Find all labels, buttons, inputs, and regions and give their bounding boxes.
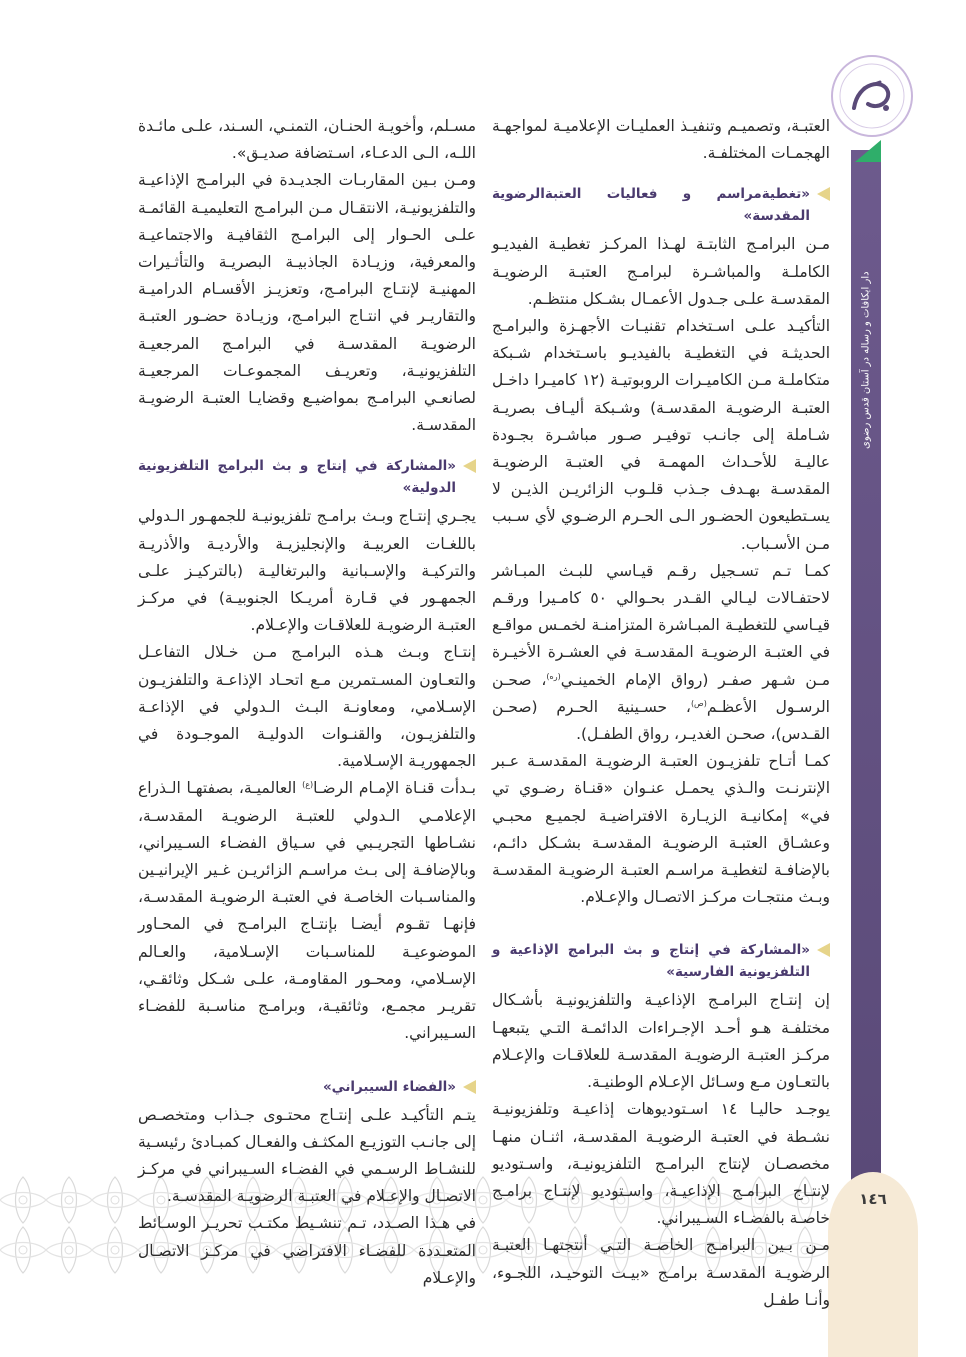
paragraph: يتـم التأكيـد علـى إنتـاج محتـوى جـذاب ومتخصـص إلى جانـب التوزيـع المكثـف والفعـال كمبـادئ رئيسـية للنشـاط الرسـمي في الفضـاء السـيبراني في مركـز الاتصـال والإعـلام في العتبـة الرضويـة المقدسـة. [138,1105,476,1206]
section-heading [492,939,830,983]
text-run: ، حسـينية الحـرم (صحـن القـدس)، صحـن الغديـر، رواق الطفـل). [492,697,830,744]
paragraph: يوجـد حاليـا ١٤ اسـتوديوهات إذاعيـة وتلفزيونيـة نشـطة في العتبـة الرضويـة المقدسـة، اثنـان منهـا مخصصـان لإنتاج البرامـج التلفزيونيـة، واسـتوديو لإنتـاج البرامـج الإذاعيـة، واسـتوديو لإنتـاج برامـج خاصـة بالفضـاء السـيبراني. [492,1100,831,1228]
text-run: بـدأت قنـاة الإمـام الرضـا [313,779,476,798]
section-heading [138,455,476,499]
right-column [492,113,830,1314]
section-heading-text: «تغطيةمراسم و فعاليات العتبةالرضوية المقدسة» [492,186,810,225]
section-heading [138,1076,476,1098]
side-caption: دار ایکافات و رساله در آستان قدس رضوی [860,271,872,449]
paragraph: مسـلم، وأخويـة الحنـان، التمنـي، السـند، علـى مائـدة اللـه، الـى الدعـاء، اسـتضافة صديـق». [138,117,476,163]
paragraph [492,558,830,748]
paragraph: في هـذا الصـدد، تـم تنشـيط مكتـب تحريـر الوسـائط المتعـددة للفضـاء الافتراضي في مركـز الاتصـال والإعـلام [138,1214,476,1287]
paragraph: ومـن بـين المقاربـات الجديـدة في البرامـج الإذاعيـة والتلفزيونيـة، الانتقـال مـن البرامـج التعليميـة القائمـة علـى الحـوار إلى البرامـج الثقافيـة والاجتماعيـة والمعرفية، وزيـادة الجاذبيـة البصريـة والتأثـيرات المهنيـة لإنتـاج البرامـج، وتعزيـز الأقسـام الدراميـة والتقاريـر في انتـاج البرامـج، وزيـادة حضـور العتبـة الرضويـة المقدسـة في البرامـج المرجعيـة التلفزيونيـة، وتعريـف المجموعـات المرجعيـة لصانعـي البرامـج بمواضيـع وقضايـا العتبـة الرضويـة المقدسـة. [138,171,476,435]
logo [828,52,916,140]
paragraph: كمـا أتـاح تلفزيـون العتبـة الرضويـة المقدسـة عـبر الإنترنـت والـذي يحمـل عنـوان «قنـاة رضـوي تي في» إمكانيـة الزيـارة الافتراضيـة لجميـع محبـي وعشـاق العتبـة الرضويـة المقدسـة بشـكل دائـم، بالإضافـة لتغطيـة مراسـم العتبـة الرضويـة المقدسـة وبـث منتجـات مركـز الاتصـال والإعـلام. [492,752,830,907]
section-heading-text: «الفضاء السيبراني» [322,1078,456,1095]
heading-marker-icon [463,1080,476,1094]
paragraph: إنتـاج وبـث هـذه البرامـج مـن خـلال التفاعـل والتعـاون المسـتمرين مـع اتحـاد الإذاعـة والتلفزيـون الإسـلامي، ومعاونـة البـث الـدولي في الإذاعـة والتلفزيـون، والقنـوات الدوليـة الموجـودة في الجمهوريـة الإسـلامية. [138,643,476,771]
section-heading-text: «المشاركة في إنتاج و بث البرامج الإذاعية و التلفزيونية الفارسية» [492,942,810,981]
paragraph: مـن بـين البرامـج الخاصـة التـي أنتجتهـا العتبـة الرضويـة المقدسـة برامـج «بيـت التوحيـد، اللجـوء، وأنـا طفـل [492,1236,830,1309]
honorific: (ره) [546,671,561,681]
paragraph: إن إنتـاج البرامـج الإذاعيـة والتلفزيونيـة بأشـكال مختلفـة هـو أحـد الإجـراءات الدائمـة التـي يتبعهـا مركـز العتبـة الرضويـة المقدسـة للعلاقـات والإعـلام بالتعـاون مـع وسـائل الإعـلام الوطنيـة. [492,991,830,1092]
text-run: العالميـة، بصفتهـا الـذراع الإعلامـي الـدولي للعتبـة الرضويـة المقدسـة، نشـاطها التجريـبي في سـياق الفضـاء السـيبراني، وبالإضافـة إلى بـث مراسـم الزائريـن غـير الإيرانيـين والمناسـبات الخاصـة في العتبـة الرضويـة المقدسـة، فإنهـا تقـوم أيضـا بإنتـاج البرامـج في المحـاور الموضوعيـة للمناسـبات الإسـلامية، والعـالم الإسـلامي، ومحـور المقاومـة، علـى شـكل وثائقـي، تقريـر مجمـع، وثائقيـة، وبرامـج مناسـبة للفضـاء السـيبراني. [138,779,476,1043]
paragraph: مـن البرامـج الثابتـة لهـذا المركـز تغطيـة الفيديـو الكاملـة والمباشـرة لبرامـج العتبـة الرضويـة المقدسـة علـى جـدول الأعمـال بشـكل منتظـم. [492,235,830,308]
paragraph: يجـري إنتـاج وبـث برامـج تلفزيونيـة للجمهـور الـدولي باللغـات العربيـة والإنجليزيـة والأرديـة والأذريـة والتركيـة والإسـبانية والبرتغاليـة (بالتركيـز علـى الجمهـور في قـارة أمريـكا الجنوبيـة) في مركـز العتبـة الرضويـة للعلاقـات والإعـلام. [138,507,476,635]
text-run: كمـا تـم تسـجيل رقـم قيـاسي للبـث المبـاشر لاحتفـالات ليـالي القـدر بحـوالي ٥٠ كامـيرا ورقـم قيـاسي للتغطيـة المبـاشرة المتزامنـة لخمـس مواقـع في العتبـة الرضويـة المقدسـة في العشـرة الأخيـرة مـن شـهر صفـر (رواق الإمام الخمينـي [492,561,831,689]
heading-marker-icon [463,459,476,473]
section-heading-text: «المشاركة في إنتاج و بث البرامج التلفزيونية الدولية» [138,458,456,497]
paragraph: التأكيـد علـى اسـتخدام تقنيـات الأجهـزة والبرامـج الحديثـة في التغطيـة بالفيديـو باسـتخدام شـبكة متكاملـة مـن الكاميـرات الروبوتيـة (١٢ كاميـرا داخـل العتبـة الرضويـة المقدسـة) وشـبكة أليـاف بصريـة شـاملة إلى جانـب توفيـر صـور مباشـرة بجـودة عاليـة للأحـداث المهمـة في العتبـة الرضويـة المقدسـة بهـدف جـذب قلـوب الزائريـن الذيـن لا يسـتطيعون الحضـور الـى الحـرم الرضـوي لأي سـبب مـن الأسـباب. [492,317,830,553]
paragraph [138,775,476,1047]
heading-marker-icon [817,943,830,957]
left-column [138,113,476,1292]
text-run: ، صحـن الرسـول الأعظـم [492,670,830,716]
section-heading [492,183,830,227]
ribbon-tab-marker [855,140,881,162]
honorific: (ص) [690,698,707,708]
honorific: (ع) [302,780,314,790]
paragraph: العتبـة، وتصميـم وتنفيـذ العمليـات الإعلاميـة لمواجهـة الهجمـات المختلفـة. [492,117,830,163]
page-number: ١٤٦ [859,1190,887,1208]
heading-marker-icon [817,187,830,201]
